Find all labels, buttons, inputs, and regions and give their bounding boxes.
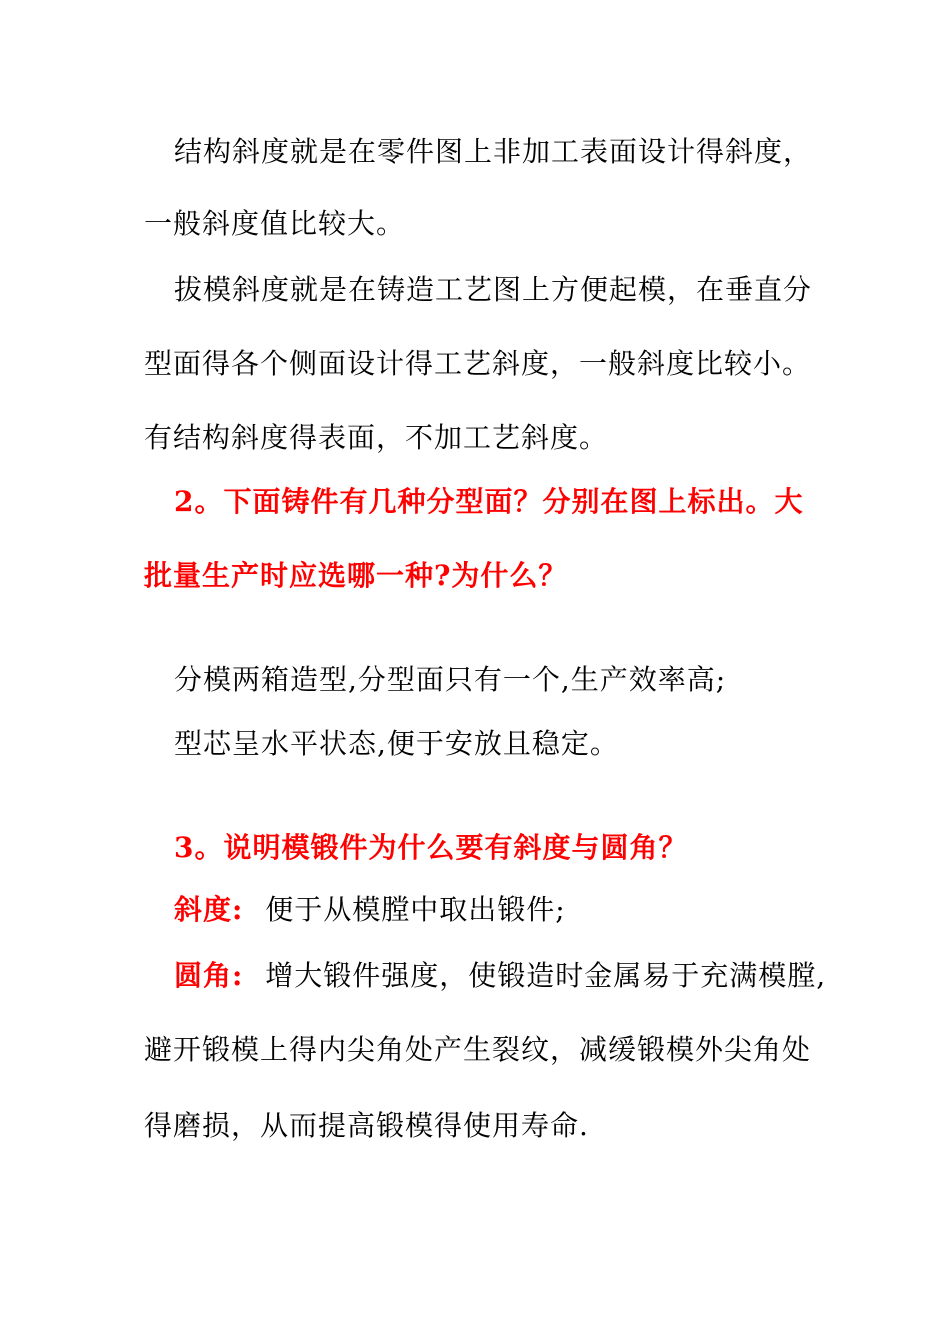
answer1-line4: 型面得各个侧面设计得工艺斜度，一般斜度比较小。	[144, 347, 812, 380]
answer3-line4: 得磨损，从而提高锻模得使用寿命.	[144, 1109, 589, 1142]
answer3-fillet-line	[174, 956, 826, 996]
answer1-line2: 一般斜度值比较大。	[144, 207, 406, 240]
answer3-slope-line	[174, 890, 566, 930]
slope-label: 斜度:	[174, 893, 244, 926]
answer2-line1: 分模两箱造型,分型面只有一个,生产效率高;	[174, 663, 727, 696]
question2-line1: 2。下面铸件有几种分型面？分别在图上标出。大	[174, 485, 804, 518]
question3-line1: 3。说明模锻件为什么要有斜度与圆角？	[174, 831, 688, 864]
question2-line2: 批量生产时应选哪一种?为什么？	[144, 559, 568, 592]
fillet-label: 圆角:	[174, 959, 244, 992]
fillet-text: 增大锻件强度，使锻造时金属易于充满模膛,	[265, 959, 827, 992]
answer1-line5: 有结构斜度得表面，不加工艺斜度。	[144, 421, 609, 454]
answer2-line2: 型芯呈水平状态,便于安放且稳定。	[174, 727, 619, 760]
answer1-line1: 结构斜度就是在零件图上非加工表面设计得斜度，	[174, 135, 813, 168]
answer1-line3: 拔模斜度就是在铸造工艺图上方便起模，在垂直分	[174, 273, 813, 306]
answer3-line3: 避开锻模上得内尖角处产生裂纹，减缓锻模外尖角处	[144, 1033, 812, 1066]
slope-text: 便于从模膛中取出锻件;	[265, 893, 566, 926]
